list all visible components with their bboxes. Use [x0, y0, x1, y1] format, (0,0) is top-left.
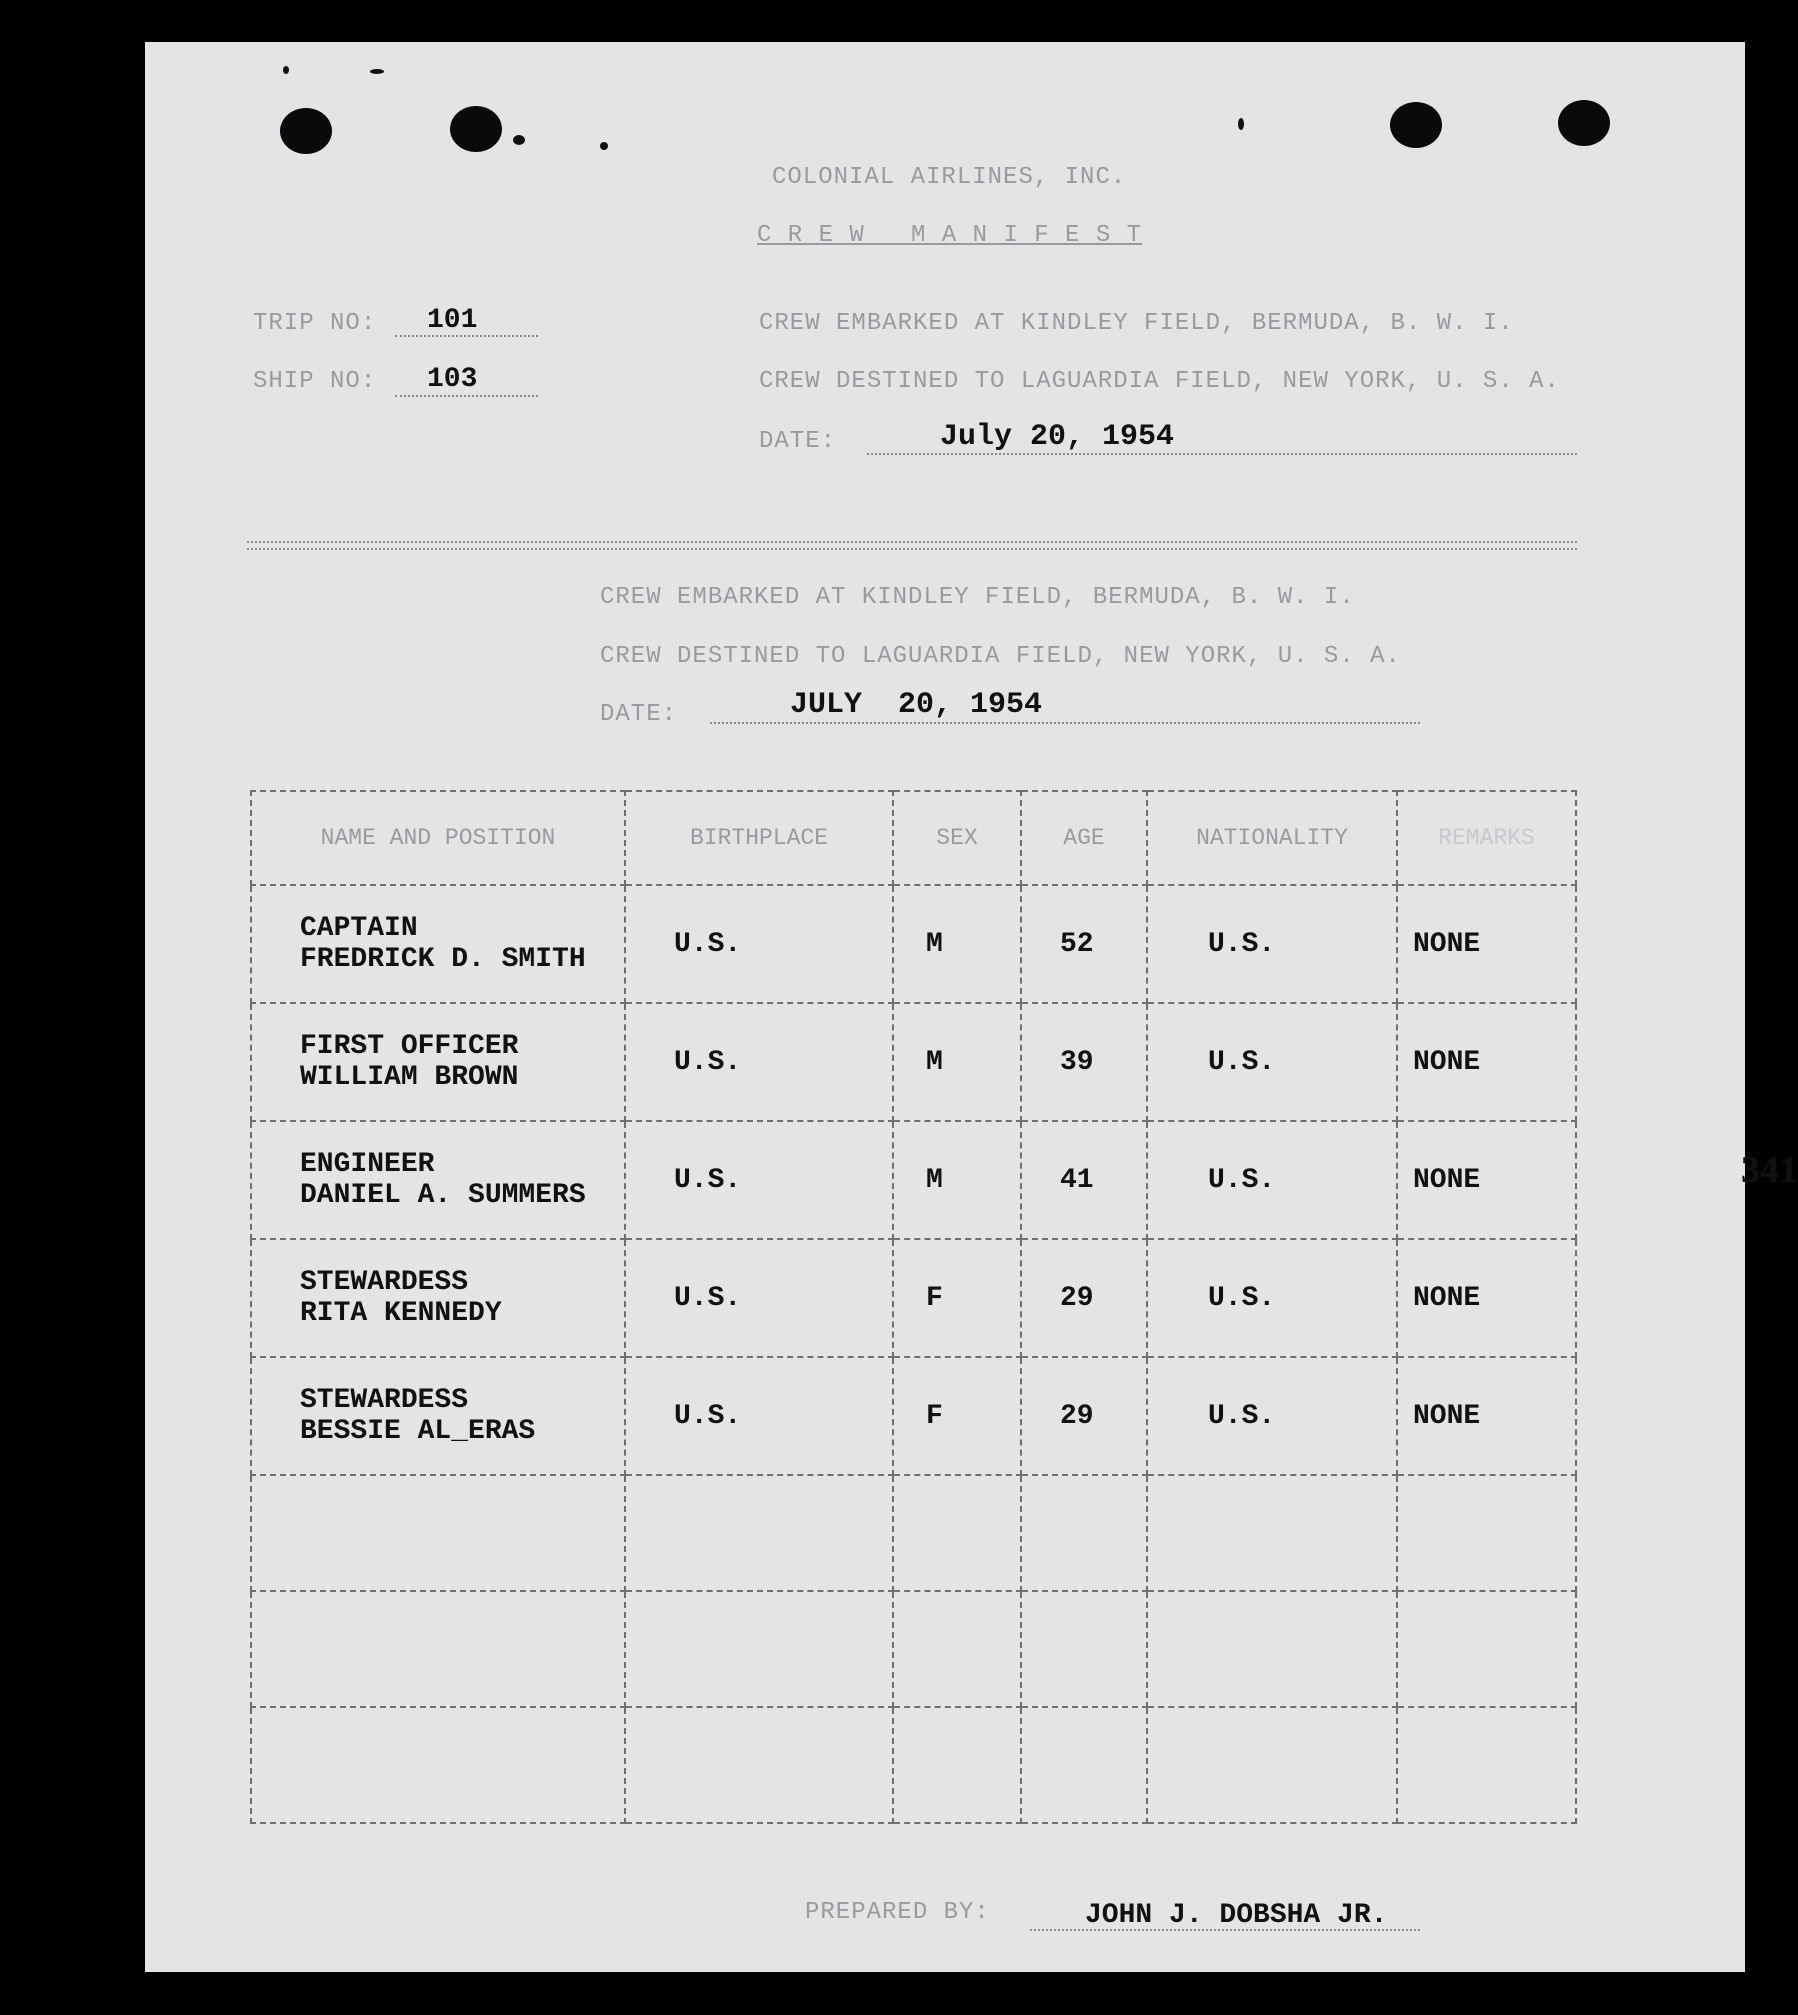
crew-name-position [251, 1239, 625, 1357]
top-date-value: July 20, 1954 [940, 420, 1175, 454]
ink-speck [600, 142, 608, 150]
trip-underline [395, 335, 538, 337]
crew-remarks: NONE [1397, 1239, 1576, 1357]
header-nationality: NATIONALITY [1147, 791, 1397, 885]
punch-hole [280, 108, 332, 154]
crew-age: 41 [1021, 1121, 1147, 1239]
crew-sex: F [893, 1357, 1021, 1475]
crew-sex: M [893, 885, 1021, 1003]
crew-position: STEWARDESS [300, 1267, 469, 1298]
crew-position: CAPTAIN [300, 913, 418, 944]
prepared-underline [1030, 1929, 1420, 1931]
crew-birthplace: U.S. [625, 1003, 893, 1121]
crew-name-position [251, 885, 625, 1003]
header-remarks: REMARKS [1397, 791, 1576, 885]
empty-table-row [251, 1707, 1576, 1823]
punch-hole [1390, 102, 1442, 148]
crew-nationality: U.S. [1147, 885, 1397, 1003]
second-destined: CREW DESTINED TO LAGUARDIA FIELD, NEW YORK, U. S. A. [600, 643, 1401, 670]
crew-name: BESSIE AL_ERAS [300, 1416, 536, 1447]
empty-table-row [251, 1591, 1576, 1707]
crew-age: 29 [1021, 1357, 1147, 1475]
table-row [251, 1357, 1576, 1475]
crew-name-position [251, 1357, 625, 1475]
punch-hole [1558, 100, 1610, 146]
crew-position: ENGINEER [300, 1149, 435, 1180]
ship-label: SHIP NO: [253, 368, 377, 395]
empty-table-row [251, 1475, 1576, 1591]
trip-number: 101 [427, 305, 478, 336]
ink-speck [513, 135, 525, 145]
crew-sex: M [893, 1003, 1021, 1121]
section-separator [247, 541, 1577, 550]
crew-position: FIRST OFFICER [300, 1031, 519, 1062]
crew-remarks: NONE [1397, 1357, 1576, 1475]
crew-birthplace: U.S. [625, 885, 893, 1003]
crew-birthplace: U.S. [625, 1239, 893, 1357]
second-embarked: CREW EMBARKED AT KINDLEY FIELD, BERMUDA, B. W. I. [600, 584, 1355, 611]
prepared-name: JOHN J. DOBSHA JR. [1085, 1900, 1388, 1931]
page-number: 341 [1741, 1149, 1798, 1191]
crew-remarks: NONE [1397, 1121, 1576, 1239]
crew-remarks: NONE [1397, 1003, 1576, 1121]
top-embarked: CREW EMBARKED AT KINDLEY FIELD, BERMUDA, B. W. I. [759, 310, 1514, 337]
prepared-label: PREPARED BY: [805, 1899, 990, 1926]
ink-speck [370, 69, 384, 74]
ship-number: 103 [427, 364, 478, 395]
crew-name: RITA KENNEDY [300, 1298, 502, 1329]
crew-name: WILLIAM BROWN [300, 1062, 519, 1093]
table-header-row [251, 791, 1576, 885]
crew-name: FREDRICK D. SMITH [300, 944, 586, 975]
crew-sex: M [893, 1121, 1021, 1239]
crew-sex: F [893, 1239, 1021, 1357]
ink-speck [283, 66, 289, 74]
second-date-underline [710, 722, 1420, 724]
crew-remarks: NONE [1397, 885, 1576, 1003]
crew-name-position [251, 1003, 625, 1121]
crew-nationality: U.S. [1147, 1003, 1397, 1121]
table-row [251, 1121, 1576, 1239]
header-age: AGE [1021, 791, 1147, 885]
crew-nationality: U.S. [1147, 1121, 1397, 1239]
crew-position: STEWARDESS [300, 1385, 469, 1416]
second-date-value: JULY 20, 1954 [790, 688, 1043, 722]
top-destined: CREW DESTINED TO LAGUARDIA FIELD, NEW YORK, U. S. A. [759, 368, 1560, 395]
table-row [251, 1003, 1576, 1121]
ink-speck [1238, 118, 1244, 130]
header-birthplace: BIRTHPLACE [625, 791, 893, 885]
table-row [251, 1239, 1576, 1357]
crew-nationality: U.S. [1147, 1239, 1397, 1357]
punch-hole [450, 106, 502, 152]
top-date-underline [867, 453, 1577, 455]
crew-birthplace: U.S. [625, 1357, 893, 1475]
second-date-label: DATE: [600, 701, 678, 728]
crew-birthplace: U.S. [625, 1121, 893, 1239]
crew-age: 39 [1021, 1003, 1147, 1121]
document-title: C R E W M A N I F E S T [757, 222, 1143, 249]
crew-nationality: U.S. [1147, 1357, 1397, 1475]
crew-name-position [251, 1121, 625, 1239]
ship-underline [395, 395, 538, 397]
crew-name: DANIEL A. SUMMERS [300, 1180, 586, 1211]
company-name: COLONIAL AIRLINES, INC. [772, 164, 1127, 191]
header-name-position: NAME AND POSITION [251, 791, 625, 885]
top-date-label: DATE: [759, 428, 837, 455]
crew-age: 29 [1021, 1239, 1147, 1357]
crew-table [250, 790, 1577, 1824]
trip-label: TRIP NO: [253, 310, 377, 337]
crew-age: 52 [1021, 885, 1147, 1003]
header-sex: SEX [893, 791, 1021, 885]
table-row [251, 885, 1576, 1003]
